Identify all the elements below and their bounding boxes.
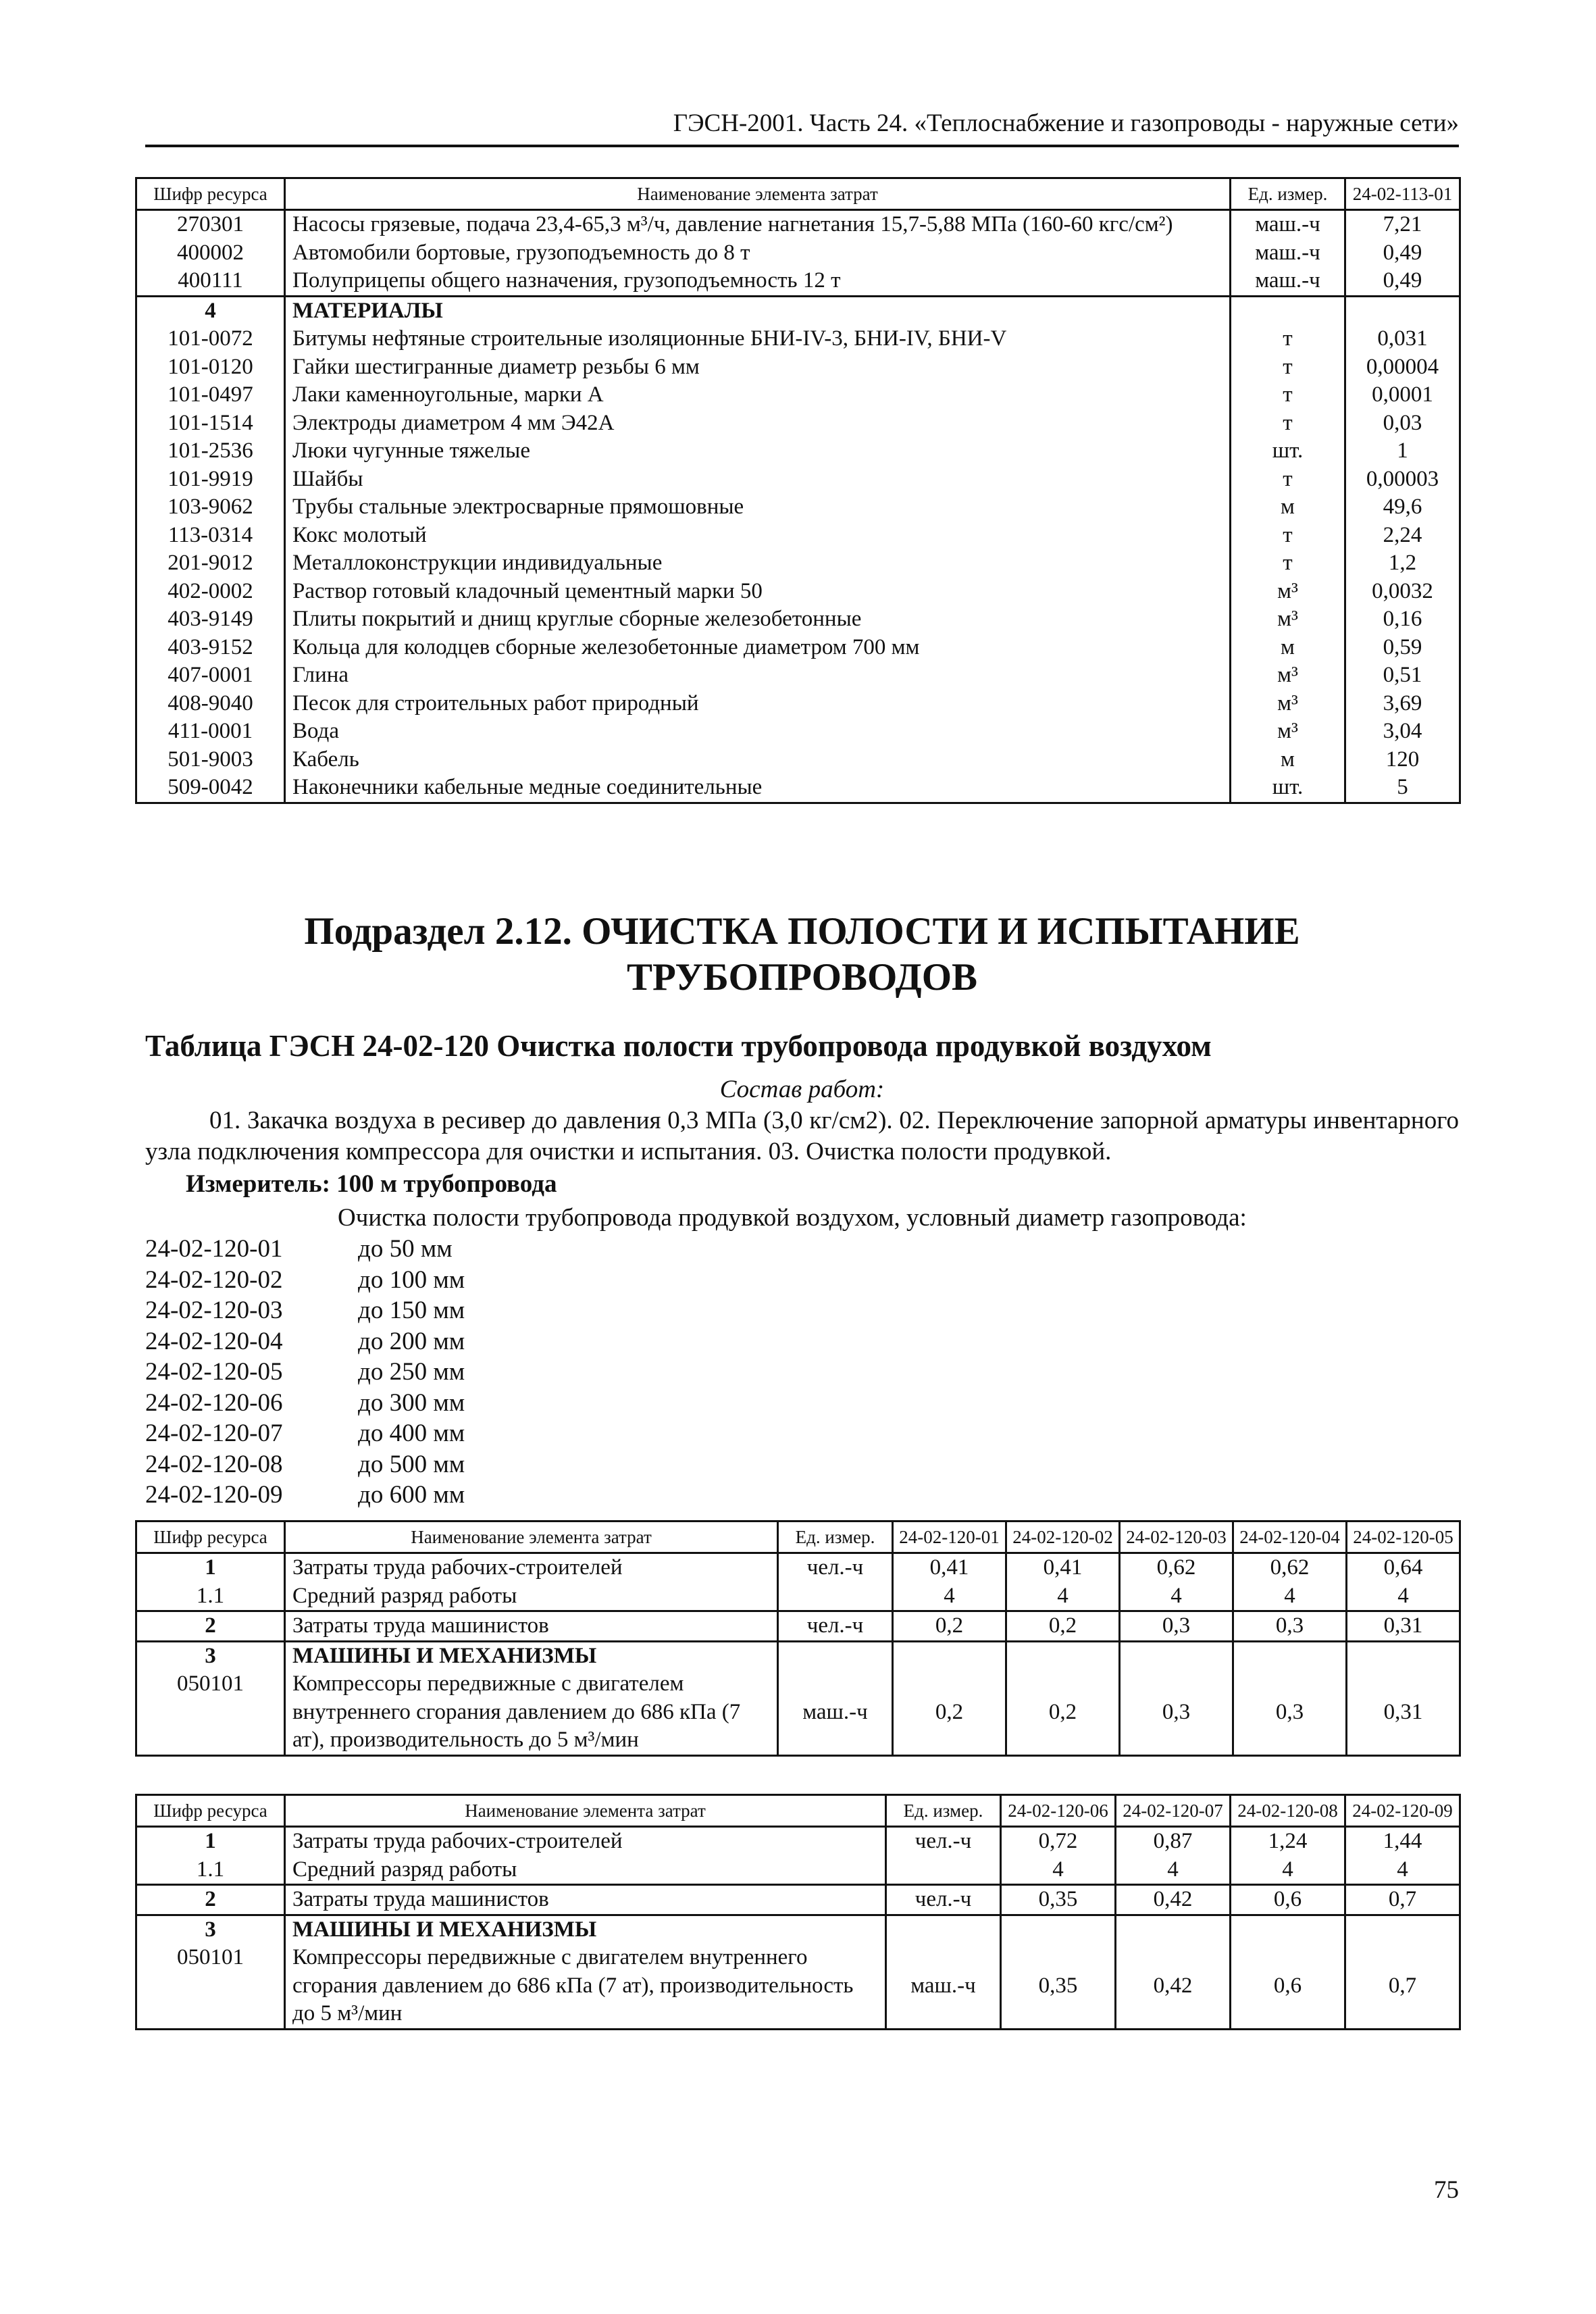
resource-unit: чел.-ч — [778, 1553, 893, 1582]
norm-value: 4 — [1347, 1582, 1460, 1611]
meter-label: Измеритель: — [186, 1170, 330, 1198]
resource-unit: м³ — [1231, 578, 1345, 606]
resource-name: Глина — [285, 661, 1231, 690]
table-row — [136, 1944, 1460, 2029]
resource-code: 408-9040 — [136, 690, 285, 718]
meter-value: 100 м трубопровода — [336, 1170, 557, 1198]
norm-table-120-b — [135, 1794, 1461, 2030]
resource-name: Лаки каменноугольные, марки А — [285, 381, 1231, 409]
table-title: Таблица ГЭСН 24-02-120 Очистка полости трубопровода продувкой воздухом — [145, 1029, 1212, 1063]
variant-code: 24-02-120-08 — [145, 1450, 283, 1478]
table-row — [136, 353, 1460, 382]
variant-caption: Очистка полости трубопровода продувкой воздухом, условный диаметр газопровода: — [338, 1204, 1247, 1232]
col-header-norm: 24-02-113-01 — [1345, 178, 1460, 210]
resource-unit: м — [1231, 746, 1345, 774]
table-body — [136, 1827, 1460, 2030]
resource-code: 2 — [136, 1885, 285, 1915]
table-row — [136, 210, 1460, 239]
resource-unit: т — [1231, 409, 1345, 438]
resource-unit: чел.-ч — [886, 1827, 1001, 1856]
variant-item — [145, 1295, 465, 1326]
resource-code: 101-2536 — [136, 437, 285, 466]
variant-item — [145, 1265, 465, 1296]
variant-label: до 50 мм — [358, 1235, 453, 1263]
variant-code: 24-02-120-07 — [145, 1419, 283, 1447]
work-composition-title: Состав работ: — [719, 1076, 885, 1103]
resource-unit: маш.-ч — [1231, 239, 1345, 268]
table-row — [136, 1611, 1460, 1642]
resource-code: 400111 — [136, 267, 285, 296]
norm-value: 0,2 — [1006, 1611, 1120, 1642]
col-header-name: Наименование элемента затрат — [285, 1521, 778, 1553]
resource-code: 101-9919 — [136, 466, 285, 494]
norm-value: 0,3 — [1120, 1611, 1233, 1642]
resource-code: 103-9062 — [136, 493, 285, 522]
variant-item — [145, 1480, 465, 1511]
materials-heading-row — [136, 296, 1460, 325]
variant-list — [145, 1234, 465, 1511]
resource-unit: т — [1231, 466, 1345, 494]
norm-value: 0,3 — [1233, 1670, 1347, 1755]
norm-value: 1,44 — [1345, 1827, 1460, 1856]
table-body — [136, 1553, 1460, 1756]
table-row — [136, 437, 1460, 466]
col-header-name: Наименование элемента затрат — [285, 1795, 886, 1827]
resource-code: 050101 — [136, 1944, 285, 2029]
resource-code: 1 — [136, 1553, 285, 1582]
col-header-name: Наименование элемента затрат — [285, 178, 1231, 210]
resource-value: 3,69 — [1345, 690, 1460, 718]
resource-name: МАШИНЫ И МЕХАНИЗМЫ — [285, 1641, 778, 1670]
resource-unit: м³ — [1231, 718, 1345, 746]
resource-unit: т — [1231, 381, 1345, 409]
resource-name: Компрессоры передвижные с двигателем внутреннего сгорания давлением до 686 кПа (7 ат), производительность до 5 м³/мин — [285, 1944, 886, 2029]
resource-name: Раствор готовый кладочный цементный марки 50 — [285, 578, 1231, 606]
variant-code: 24-02-120-01 — [145, 1235, 283, 1263]
table-row — [136, 718, 1460, 746]
variant-label: до 100 мм — [358, 1265, 465, 1294]
resource-name: Кокс молотый — [285, 522, 1231, 550]
norm-value: 0,41 — [893, 1553, 1006, 1582]
variant-code: 24-02-120-06 — [145, 1388, 283, 1417]
table-row — [136, 1582, 1460, 1611]
col-header-unit: Ед. измер. — [1231, 178, 1345, 210]
resource-value: 1 — [1345, 437, 1460, 466]
table-row — [136, 774, 1460, 803]
norm-value: 4 — [1120, 1582, 1233, 1611]
resource-name: Средний разряд работы — [285, 1582, 778, 1611]
variant-label: до 300 мм — [358, 1388, 465, 1417]
table-row — [136, 1856, 1460, 1885]
resource-name: Шайбы — [285, 466, 1231, 494]
norm-value — [1001, 1915, 1116, 1944]
page-header: ГЭСН-2001. Часть 24. «Теплоснабжение и газопроводы - наружные сети» — [145, 108, 1459, 147]
resource-name: Кабель — [285, 746, 1231, 774]
resource-value: 7,21 — [1345, 210, 1460, 239]
col-header-code: Шифр ресурса — [136, 178, 285, 210]
norm-value: 0,7 — [1345, 1885, 1460, 1915]
norm-value: 0,64 — [1347, 1553, 1460, 1582]
resource-name: Автомобили бортовые, грузоподъемность до 8 т — [285, 239, 1231, 268]
variant-label: до 200 мм — [358, 1327, 465, 1355]
resource-name: Люки чугунные тяжелые — [285, 437, 1231, 466]
work-composition-text: 01. Закачка воздуха в ресивер до давления 0,3 МПа (3,0 кг/см2). 02. Переключение запорной арматуры инвентарного узла подключения компрессора для очистки и испытания. 03. Очистка полости продувкой. — [145, 1107, 1459, 1165]
table-row — [136, 1670, 1460, 1755]
resource-code: 1.1 — [136, 1856, 285, 1885]
resource-value: 0,03 — [1345, 409, 1460, 438]
norm-value: 0,41 — [1006, 1553, 1120, 1582]
resource-unit — [778, 1582, 893, 1611]
resource-unit: т — [1231, 325, 1345, 353]
col-header-norm: 24-02-120-07 — [1116, 1795, 1231, 1827]
variant-item — [145, 1234, 465, 1265]
table-row — [136, 690, 1460, 718]
col-header-unit: Ед. измер. — [886, 1795, 1001, 1827]
resource-unit: т — [1231, 353, 1345, 382]
table-row — [136, 1553, 1460, 1582]
norm-table-120-a — [135, 1520, 1461, 1757]
variant-item — [145, 1388, 465, 1419]
variant-code: 24-02-120-09 — [145, 1481, 283, 1509]
norm-value — [1120, 1641, 1233, 1670]
variant-item — [145, 1418, 465, 1449]
norm-value: 4 — [1001, 1856, 1116, 1885]
norm-value — [1006, 1641, 1120, 1670]
resource-unit: м — [1231, 634, 1345, 662]
col-header-norm: 24-02-120-06 — [1001, 1795, 1116, 1827]
resource-value: 5 — [1345, 774, 1460, 803]
norm-value: 4 — [1231, 1856, 1345, 1885]
resource-code: 1 — [136, 1827, 285, 1856]
resource-code: 101-0120 — [136, 353, 285, 382]
norm-value: 0,6 — [1231, 1885, 1345, 1915]
col-header-code: Шифр ресурса — [136, 1795, 285, 1827]
resource-unit: шт. — [1231, 774, 1345, 803]
norm-value: 0,3 — [1120, 1670, 1233, 1755]
variant-code: 24-02-120-02 — [145, 1265, 283, 1294]
table-row — [136, 549, 1460, 578]
table-row — [136, 466, 1460, 494]
resource-code: 411-0001 — [136, 718, 285, 746]
table-row — [136, 239, 1460, 268]
table-row — [136, 661, 1460, 690]
page-number: 75 — [1434, 2176, 1459, 2204]
norm-value — [893, 1641, 1006, 1670]
materials-code: 4 — [136, 296, 285, 325]
resource-name: Средний разряд работы — [285, 1856, 886, 1885]
table-row — [136, 267, 1460, 296]
table-row — [136, 493, 1460, 522]
resource-value: 1,2 — [1345, 549, 1460, 578]
norm-value: 4 — [1345, 1856, 1460, 1885]
table-header-row — [136, 1795, 1460, 1827]
col-header-norm: 24-02-120-08 — [1231, 1795, 1345, 1827]
norm-value: 0,2 — [893, 1611, 1006, 1642]
resource-unit: маш.-ч — [778, 1670, 893, 1755]
resource-unit — [778, 1641, 893, 1670]
resource-name: Затраты труда рабочих-строителей — [285, 1553, 778, 1582]
variant-label: до 250 мм — [358, 1358, 465, 1386]
resource-unit: т — [1231, 549, 1345, 578]
resource-name: МАШИНЫ И МЕХАНИЗМЫ — [285, 1915, 886, 1944]
norm-value: 0,72 — [1001, 1827, 1116, 1856]
norm-value: 4 — [893, 1582, 1006, 1611]
resource-value: 3,04 — [1345, 718, 1460, 746]
materials-heading: МАТЕРИАЛЫ — [285, 296, 1231, 325]
resource-name: Насосы грязевые, подача 23,4-65,3 м³/ч, давление нагнетания 15,7-5,88 МПа (160-60 кгс/см²) — [285, 210, 1231, 239]
resource-unit: м — [1231, 493, 1345, 522]
variant-item — [145, 1357, 465, 1388]
table-row — [136, 522, 1460, 550]
resource-name: Затраты труда машинистов — [285, 1611, 778, 1642]
resource-table-113 — [135, 177, 1461, 804]
norm-value: 0,62 — [1233, 1553, 1347, 1582]
col-header-norm: 24-02-120-04 — [1233, 1521, 1347, 1553]
norm-value: 0,6 — [1231, 1944, 1345, 2029]
norm-value: 4 — [1116, 1856, 1231, 1885]
norm-value: 0,42 — [1116, 1885, 1231, 1915]
resource-unit: маш.-ч — [1231, 267, 1345, 296]
resource-name: Песок для строительных работ природный — [285, 690, 1231, 718]
resource-value: 0,51 — [1345, 661, 1460, 690]
resource-code: 101-0072 — [136, 325, 285, 353]
resource-name: Битумы нефтяные строительные изоляционные БНИ-IV-3, БНИ-IV, БНИ-V — [285, 325, 1231, 353]
resource-code: 509-0042 — [136, 774, 285, 803]
resource-name: Плиты покрытий и днищ круглые сборные железобетонные — [285, 605, 1231, 634]
variant-item — [145, 1326, 465, 1357]
col-header-code: Шифр ресурса — [136, 1521, 285, 1553]
resource-name: Вода — [285, 718, 1231, 746]
resource-unit — [886, 1856, 1001, 1885]
resource-unit: чел.-ч — [778, 1611, 893, 1642]
resource-code: 050101 — [136, 1670, 285, 1755]
resource-code: 101-0497 — [136, 381, 285, 409]
col-header-norm: 24-02-120-03 — [1120, 1521, 1233, 1553]
norm-value: 0,35 — [1001, 1944, 1116, 2029]
variant-code: 24-02-120-03 — [145, 1297, 283, 1324]
resource-value: 2,24 — [1345, 522, 1460, 550]
norm-value — [1116, 1915, 1231, 1944]
resource-code: 101-1514 — [136, 409, 285, 438]
norm-value: 0,62 — [1120, 1553, 1233, 1582]
resource-name: Полуприцепы общего назначения, грузоподъемность 12 т — [285, 267, 1231, 296]
resource-value: 0,0001 — [1345, 381, 1460, 409]
resource-value: 0,49 — [1345, 267, 1460, 296]
variant-label: до 600 мм — [358, 1481, 465, 1509]
resource-name: Затраты труда машинистов — [285, 1885, 886, 1915]
resource-code: 407-0001 — [136, 661, 285, 690]
resource-value: 0,0032 — [1345, 578, 1460, 606]
col-header-norm: 24-02-120-01 — [893, 1521, 1006, 1553]
norm-value: 0,87 — [1116, 1827, 1231, 1856]
col-header-norm: 24-02-120-02 — [1006, 1521, 1120, 1553]
resource-unit: маш.-ч — [1231, 210, 1345, 239]
resource-code: 402-0002 — [136, 578, 285, 606]
resource-unit: м³ — [1231, 605, 1345, 634]
norm-value — [1347, 1641, 1460, 1670]
norm-value — [1345, 1915, 1460, 1944]
norm-value — [1233, 1641, 1347, 1670]
resource-name: Металлоконструкции индивидуальные — [285, 549, 1231, 578]
section-title-line: Подраздел 2.12. ОЧИСТКА ПОЛОСТИ И ИСПЫТАНИЕ — [304, 910, 1300, 953]
resource-unit — [886, 1915, 1001, 1944]
resource-value: 0,00003 — [1345, 466, 1460, 494]
table-header-row — [136, 178, 1460, 210]
resource-code: 270301 — [136, 210, 285, 239]
resource-value: 0,49 — [1345, 239, 1460, 268]
table-row — [136, 634, 1460, 662]
norm-value: 4 — [1006, 1582, 1120, 1611]
variant-code: 24-02-120-05 — [145, 1358, 283, 1386]
resource-name: Кольца для колодцев сборные железобетонные диаметром 700 мм — [285, 634, 1231, 662]
resource-value: 0,00004 — [1345, 353, 1460, 382]
col-header-unit: Ед. измер. — [778, 1521, 893, 1553]
resource-unit: м³ — [1231, 661, 1345, 690]
norm-value — [1231, 1915, 1345, 1944]
table-row — [136, 381, 1460, 409]
meter — [186, 1169, 557, 1200]
table-row — [136, 325, 1460, 353]
section-title — [145, 909, 1459, 1001]
variant-label: до 400 мм — [358, 1419, 465, 1447]
norm-value: 4 — [1233, 1582, 1347, 1611]
table-row — [136, 1641, 1460, 1670]
resource-code: 3 — [136, 1641, 285, 1670]
table-row — [136, 409, 1460, 438]
norm-value: 0,35 — [1001, 1885, 1116, 1915]
table-row — [136, 578, 1460, 606]
section-title-line: ТРУБОПРОВОДОВ — [626, 956, 978, 999]
machines-group — [136, 210, 1460, 297]
variant-label: до 150 мм — [358, 1297, 465, 1324]
table-row — [136, 1827, 1460, 1856]
norm-value: 1,24 — [1231, 1827, 1345, 1856]
resource-unit: шт. — [1231, 437, 1345, 466]
norm-value: 0,42 — [1116, 1944, 1231, 2029]
resource-code: 113-0314 — [136, 522, 285, 550]
resource-code: 501-9003 — [136, 746, 285, 774]
resource-value: 49,6 — [1345, 493, 1460, 522]
resource-unit: м³ — [1231, 690, 1345, 718]
resource-code: 400002 — [136, 239, 285, 268]
variant-code: 24-02-120-04 — [145, 1327, 283, 1355]
resource-value: 0,031 — [1345, 325, 1460, 353]
table-row — [136, 1915, 1460, 1944]
norm-value: 0,31 — [1347, 1670, 1460, 1755]
variant-item — [145, 1449, 465, 1480]
resource-unit: т — [1231, 522, 1345, 550]
resource-unit: маш.-ч — [886, 1944, 1001, 2029]
resource-value: 120 — [1345, 746, 1460, 774]
resource-name: Затраты труда рабочих-строителей — [285, 1827, 886, 1856]
resource-code: 1.1 — [136, 1582, 285, 1611]
norm-value: 0,2 — [1006, 1670, 1120, 1755]
resource-name: Компрессоры передвижные с двигателем внутреннего сгорания давлением до 686 кПа (7 ат), производительность до 5 м³/мин — [285, 1670, 778, 1755]
table-row — [136, 605, 1460, 634]
norm-value: 0,3 — [1233, 1611, 1347, 1642]
resource-name: Трубы стальные электросварные прямошовные — [285, 493, 1231, 522]
table-row — [136, 1885, 1460, 1915]
resource-name: Наконечники кабельные медные соединительные — [285, 774, 1231, 803]
resource-code: 2 — [136, 1611, 285, 1642]
table-header-row — [136, 1521, 1460, 1553]
variant-label: до 500 мм — [358, 1450, 465, 1478]
col-header-norm: 24-02-120-09 — [1345, 1795, 1460, 1827]
resource-code: 201-9012 — [136, 549, 285, 578]
norm-value: 0,2 — [893, 1670, 1006, 1755]
resource-name: Электроды диаметром 4 мм Э42А — [285, 409, 1231, 438]
resource-unit: чел.-ч — [886, 1885, 1001, 1915]
materials-group — [136, 296, 1460, 803]
norm-value: 0,31 — [1347, 1611, 1460, 1642]
resource-code: 3 — [136, 1915, 285, 1944]
norm-value: 0,7 — [1345, 1944, 1460, 2029]
resource-value: 0,59 — [1345, 634, 1460, 662]
resource-code: 403-9152 — [136, 634, 285, 662]
resource-name: Гайки шестигранные диаметр резьбы 6 мм — [285, 353, 1231, 382]
resource-value: 0,16 — [1345, 605, 1460, 634]
resource-code: 403-9149 — [136, 605, 285, 634]
col-header-norm: 24-02-120-05 — [1347, 1521, 1460, 1553]
empty-cell — [1231, 296, 1345, 325]
empty-cell — [1345, 296, 1460, 325]
table-row — [136, 746, 1460, 774]
